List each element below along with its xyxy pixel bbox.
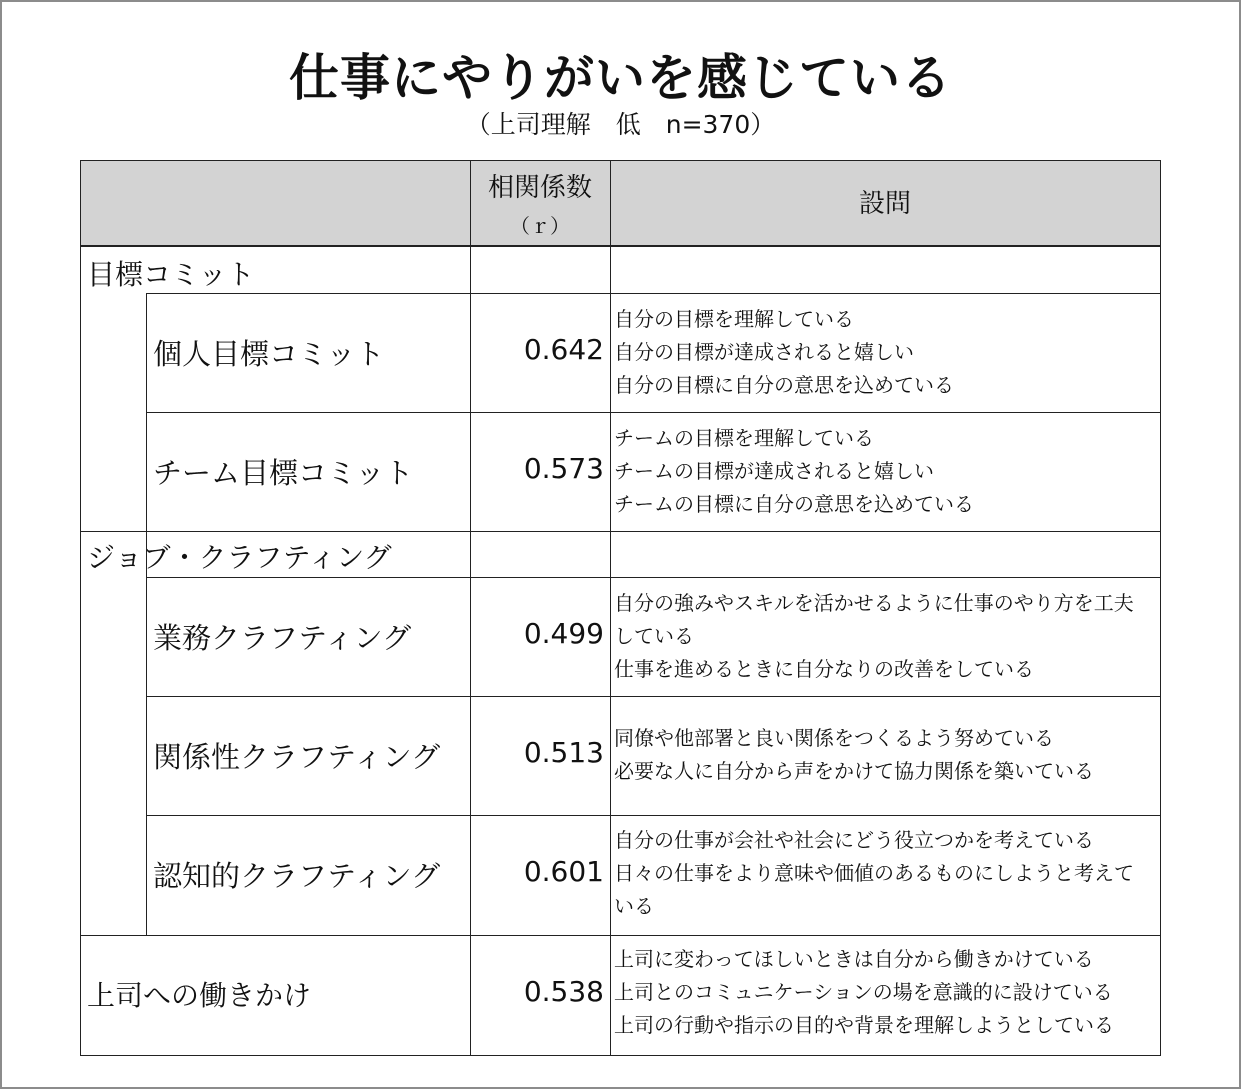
row-divider xyxy=(81,935,1160,936)
row-divider xyxy=(146,577,1160,578)
question-text: 上司の行動や指示の目的や背景を理解しようとしている xyxy=(614,1013,1114,1037)
question-text: いる xyxy=(614,894,654,918)
question-text: 自分の強みやスキルを活かせるように仕事のやり方を工夫 xyxy=(614,591,1134,615)
question-text: している xyxy=(614,624,694,648)
category-job-crafting: ジョブ・クラフティング xyxy=(87,541,392,574)
correlation-value: 0.499 xyxy=(523,617,604,650)
question-text: 上司に変わってほしいときは自分から働きかけている xyxy=(614,947,1094,971)
question-text: 同僚や他部署と良い関係をつくるよう努めている xyxy=(614,726,1054,750)
row-divider xyxy=(81,531,1160,532)
correlation-table xyxy=(80,160,1161,1056)
indent-divider xyxy=(146,293,147,936)
question-text: 上司とのコミュニケーションの場を意識的に設けている xyxy=(614,980,1113,1004)
question-text: 日々の仕事をより意味や価値のあるものにしようと考えて xyxy=(614,861,1134,885)
column-divider xyxy=(610,161,611,1055)
correlation-value: 0.573 xyxy=(523,452,604,485)
correlation-value: 0.601 xyxy=(523,855,604,888)
item-name: 認知的クラフティング xyxy=(153,859,441,893)
question-text: チームの目標が達成されると嬉しい xyxy=(614,459,934,483)
column-divider xyxy=(470,161,471,1055)
row-divider xyxy=(146,293,1160,294)
row-divider xyxy=(146,412,1160,413)
row-divider xyxy=(146,696,1160,697)
question-text: 自分の目標に自分の意思を込めている xyxy=(614,373,954,397)
question-text: 自分の目標が達成されると嬉しい xyxy=(614,340,914,364)
question-text: 仕事を進めるときに自分なりの改善をしている xyxy=(614,657,1034,681)
question-list xyxy=(614,303,1162,402)
item-name: チーム目標コミット xyxy=(153,456,414,490)
header-correlation-unit: （ｒ） xyxy=(510,214,570,238)
item-name: 個人目標コミット xyxy=(153,337,385,371)
correlation-value: 0.513 xyxy=(523,736,604,769)
question-text: 自分の仕事が会社や社会にどう役立つかを考えている xyxy=(614,828,1094,852)
header-correlation xyxy=(470,161,610,247)
question-list xyxy=(614,824,1162,923)
question-text: チームの目標に自分の意思を込めている xyxy=(614,492,974,516)
correlation-value: 0.642 xyxy=(523,333,604,366)
item-name: 関係性クラフティング xyxy=(153,740,441,774)
page-title: 仕事にやりがいを感じている xyxy=(289,49,952,107)
category-goal-commit: 目標コミット xyxy=(87,258,255,291)
page-subtitle: （上司理解 低 n=370） xyxy=(465,110,776,139)
question-list xyxy=(614,943,1162,1042)
question-text: 自分の目標を理解している xyxy=(614,307,854,331)
row-divider xyxy=(146,815,1160,816)
question-text: 必要な人に自分から声をかけて協力関係を築いている xyxy=(614,759,1094,783)
correlation-value: 0.538 xyxy=(523,975,604,1008)
question-list xyxy=(614,422,1162,521)
header-correlation-label: 相関係数 xyxy=(487,173,592,203)
question-text: チームの目標を理解している xyxy=(614,426,874,450)
question-list xyxy=(614,587,1162,686)
question-list xyxy=(614,722,1162,788)
header-question: 設問 xyxy=(858,189,911,219)
item-name: 業務クラフティング xyxy=(153,621,412,655)
category-boss-approach: 上司への働きかけ xyxy=(87,979,312,1012)
